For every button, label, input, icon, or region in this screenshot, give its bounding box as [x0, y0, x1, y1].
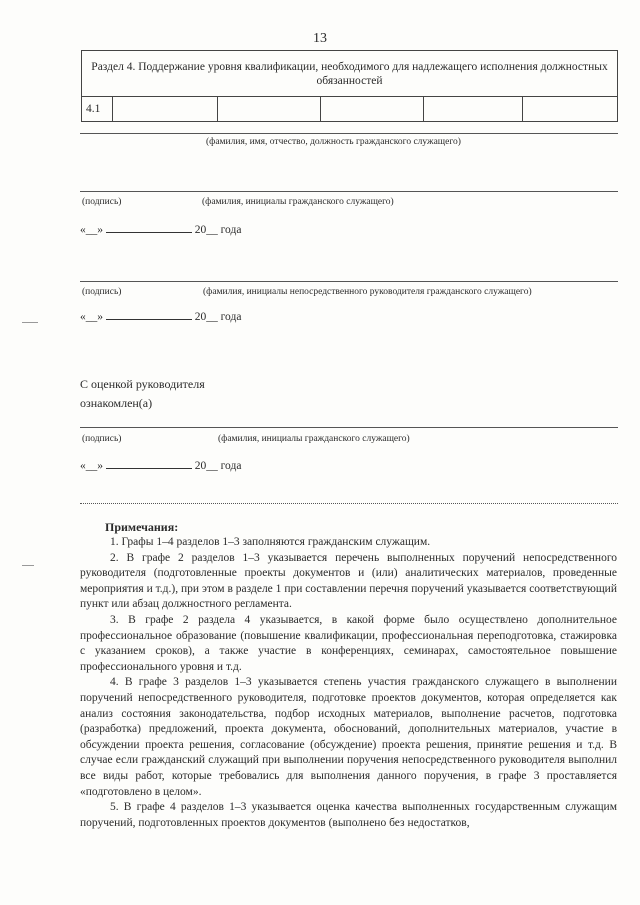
- scan-margin-mark: [22, 322, 38, 323]
- date-year: 20__ года: [194, 311, 242, 323]
- date-year: 20__ года: [194, 460, 242, 472]
- table-cell: [523, 97, 618, 122]
- note-item: 2. В графе 2 разделов 1–3 указывается перечень выполненных поручений непосредственного руководителя (подготовленные проекты документов и (или) аналитических материалов, проведенные мероприятия и т.д.), при этом в разделе 1 при составлении перечня поручений указывается соответствующий пункт или абзац должностного регламента.: [80, 551, 617, 611]
- servant-signature-line: [80, 191, 618, 192]
- note-item: 4. В графе 3 разделов 1–3 указывается степень участия гражданского служащего в выполнении поручений непосредственного руководителя, подготовке проектов документов, которая определяется как анализ состояния законодательства, подбор исходных материалов, выполнение расчетов, подготовка (разработка) предложений, проекта документа, обоснований, дополнительных материалов, участие в обсуждении проекта решения, согласование (обсуждение) проекта решения, принятие решения и т.д. В случае если гражданский служащий при выполнении поручения непосредственного руководителя выполнил все виды работ, которые требовались для выполнения данного поручения, в графе 3 проставляется «подготовлено в целом».: [80, 676, 617, 798]
- table-cell: [424, 97, 523, 122]
- date-day: «__»: [80, 224, 103, 236]
- date-year: 20__ года: [194, 224, 242, 236]
- signature-caption: (подпись): [82, 197, 122, 207]
- scan-margin-mark: [22, 565, 34, 566]
- notes-title: Примечания:: [105, 520, 179, 534]
- date-day: «__»: [80, 460, 103, 472]
- note-item: 5. В графе 4 разделов 1–3 указывается оценка качества выполненных государственным служащим поручений, подготовленных проектов документов (выполнено без недостатков,: [80, 801, 617, 829]
- date-month-blank: [106, 457, 192, 469]
- signature-caption: (подпись): [82, 434, 122, 444]
- row-number-cell: 4.1: [82, 97, 113, 122]
- date-month-blank: [106, 308, 192, 320]
- table-cell: [113, 97, 218, 122]
- acknowledgement-line-2: ознакомлен(а): [80, 396, 153, 410]
- name-position-line: [80, 133, 618, 134]
- notes: [80, 535, 617, 831]
- page-number: 13: [313, 31, 327, 46]
- note-item: 3. В графе 2 раздела 4 указывается, в какой форме было осуществлено дополнительное профессиональное образование (повышение квалификации, профессиональная переподготовка, стажировка с указанием сроков), а также участие в конференциях, семинарах, самостоятельное повышение профессионального уровня и т.д.: [80, 613, 617, 673]
- note-item: 1. Графы 1–4 разделов 1–3 заполняются гражданским служащим.: [110, 536, 431, 548]
- section-4-table: [81, 50, 618, 122]
- date-line: [80, 457, 241, 472]
- acknowledgement-line-1: С оценкой руководителя: [80, 377, 205, 391]
- acknowledgement: [80, 375, 205, 413]
- section-4-title: Раздел 4. Поддержание уровня квалификации, необходимого для надлежащего исполнения должностных обязанностей: [82, 51, 618, 97]
- table-cell: [218, 97, 321, 122]
- manager-signature-line: [80, 281, 618, 282]
- date-line: [80, 308, 241, 323]
- table-cell: [321, 97, 424, 122]
- ack-signature-line: [80, 427, 618, 428]
- separator-line: [80, 503, 618, 504]
- servant-name-caption: (фамилия, инициалы гражданского служащего): [202, 197, 394, 207]
- servant-name-caption: (фамилия, инициалы гражданского служащего): [218, 434, 410, 444]
- name-position-caption: (фамилия, имя, отчество, должность гражданского служащего): [206, 137, 461, 147]
- signature-caption: (подпись): [82, 287, 122, 297]
- date-month-blank: [106, 221, 192, 233]
- date-day: «__»: [80, 311, 103, 323]
- manager-name-caption: (фамилия, инициалы непосредственного руководителя гражданского служащего): [203, 287, 532, 297]
- date-line: [80, 221, 241, 236]
